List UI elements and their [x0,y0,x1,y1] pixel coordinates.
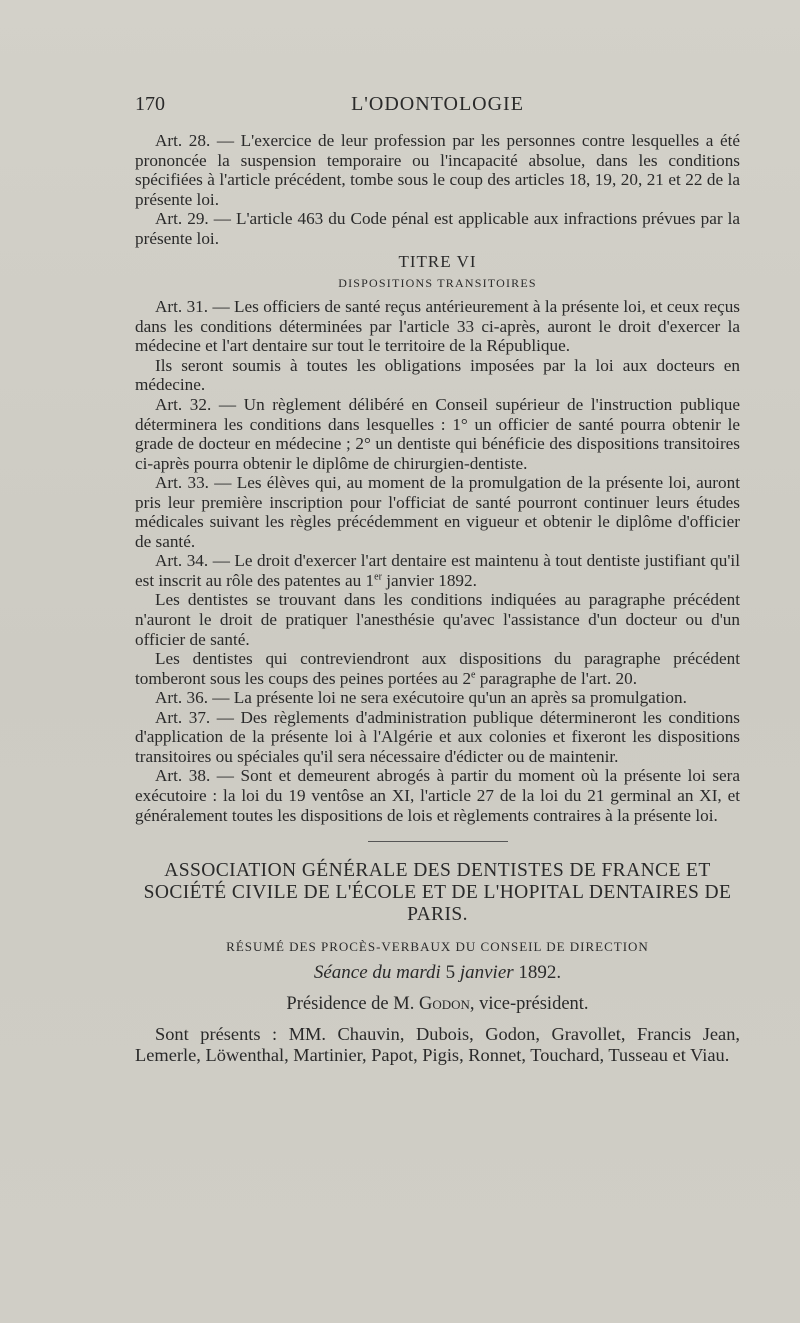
article-34-text: Art. 34. — Le droit d'exercer l'art dentaire est maintenu à tout dentiste justifiant qu'il est inscrit au rôle des patentes au 1 [135,551,740,590]
attendance-list: Sont présents : MM. Chauvin, Dubois, Godon, Gravollet, Francis Jean, Lemerle, Löwenthal, Martinier, Papot, Pigis, Ronnet, Touchard, Tusseau et Viau. [135,1024,740,1066]
article-37: Art. 37. — Des règlements d'administration publique détermineront les conditions d'application de la présente loi à l'Algérie et aux colonies et fixeront les dispositions transitoires ou spéciales qu'il sera nécessaire d'édicter ou de maintenir. [135,707,740,766]
article-29: Art. 29. — L'article 463 du Code pénal est applicable aux infractions prévues par la présente loi. [135,209,740,248]
superscript-er: er [374,571,382,583]
association-heading: ASSOCIATION GÉNÉRALE DES DENTISTES DE FRANCE ET SOCIÉTÉ CIVILE DE L'ÉCOLE ET DE L'HOPITAL DENTAIRES DE PARIS. [143,860,732,926]
presidence-title: , vice-président. [469,994,589,1015]
article-34-text-end: janvier 1892. [381,570,477,590]
president-name: Godon [418,994,470,1015]
article-31-paragraph-2: Ils seront soumis à toutes les obligations imposées par la loi aux docteurs en médecine. [135,355,740,395]
section-divider [368,841,508,842]
article-33: Art. 33. — Les élèves qui, au moment de la promulgation de la présente loi, auront pris leur première inscription pour l'officiat de santé pourront continuer leurs études médicales suivant les règles précédemment en vigueur et obtenir le diplôme d'officier de santé. [135,473,740,551]
article-28: Art. 28. — L'exercice de leur profession par les personnes contre lesquelles a été prononcée la suspension temporaire ou l'incapacité absolue, dans les conditions spécifiées à l'article précédent, tombe sous le coup des articles 18, 19, 20, 21 et 22 de la présente loi. [135,131,740,209]
page-header [135,93,740,121]
article-34-p3-text-end: paragraphe de l'art. 20. [475,668,638,688]
article-34 [135,551,740,590]
article-38: Art. 38. — Sont et demeurent abrogés à partir du moment où la présente loi sera exécutoire : la loi du 19 ventôse an XI, l'article 27 de la loi du 21 germinal an XI, et généralement toutes les dispositions de lois et règlements contraires à la présente loi. [135,766,740,825]
section-subtitle: DISPOSITIONS TRANSITOIRES [338,276,537,291]
article-34-p3-text: Les dentistes qui contreviendront aux dispositions du paragraphe précédent tomberont sous les coups des peines portées au 2 [135,649,740,688]
resume-heading: RÉSUMÉ DES PROCÈS-VERBAUX DU CONSEIL DE DIRECTION [226,939,649,955]
presidence-line [135,993,740,1015]
running-title: L'ODONTOLOGIE [351,93,524,115]
seance-date [135,961,740,985]
article-34-paragraph-3 [135,649,740,688]
seance-month: janvier [459,962,514,984]
article-34-paragraph-2: Les dentistes se trouvant dans les conditions indiquées au paragraphe précédent n'auront le droit de pratiquer l'anesthésie qu'avec l'assistance d'un docteur ou d'un officier de santé. [135,590,740,649]
seance-year: 1892. [518,962,562,984]
page-body [135,131,740,1066]
article-31: Art. 31. — Les officiers de santé reçus antérieurement à la présente loi, et ceux reçus dans les conditions déterminées par l'article 33 ci-après, auront le droit d'exercer la médecine et l'art dentaire sur tout le territoire de la République. [135,297,740,356]
seance-day: 5 [445,962,456,984]
page-number: 170 [135,93,165,115]
superscript-e: e [471,668,476,680]
article-36: Art. 36. — La présente loi ne sera exécutoire qu'un an après sa promulgation. [155,688,687,708]
article-32: Art. 32. — Un règlement délibéré en Conseil supérieur de l'instruction publique déterminera les conditions dans lesquelles : 1° un officier de santé pourra obtenir le grade de docteur en médecine ; 2° un dentiste qui bénéficie des dispositions transitoires ci-après pourra obtenir le diplôme de chirurgien-dentiste. [135,395,740,473]
presidence-label: Présidence de M. [286,994,415,1015]
seance-label: Séance du mardi [313,962,441,984]
section-title: TITRE VI [398,252,477,272]
